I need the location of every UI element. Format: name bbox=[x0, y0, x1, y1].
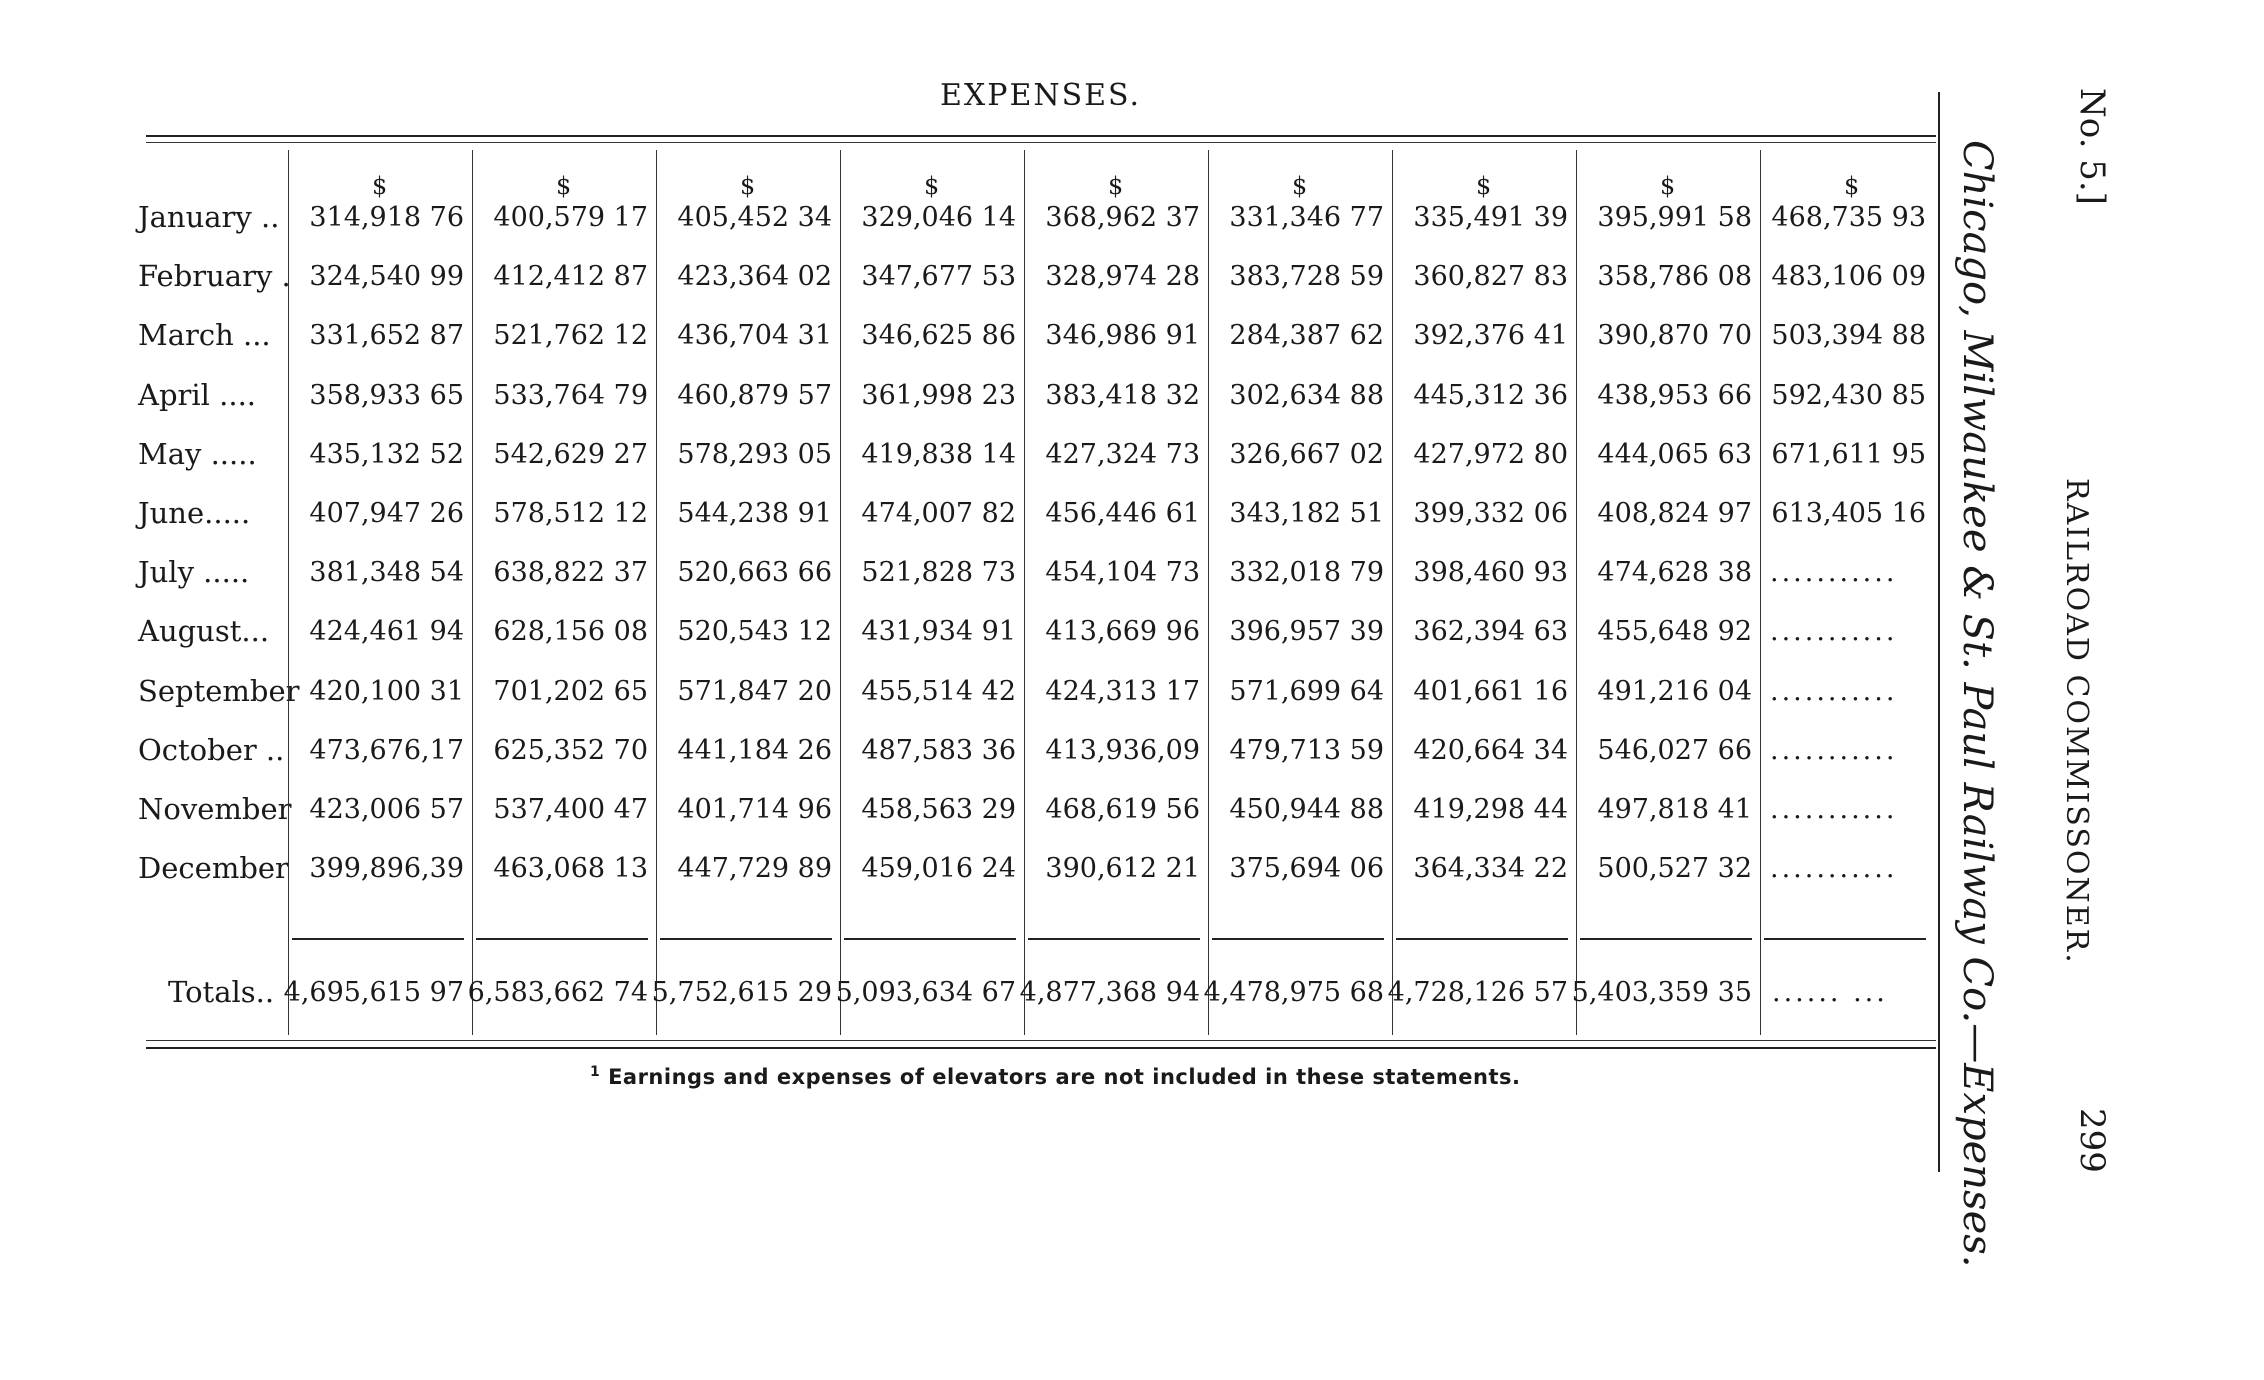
table-cell: 395,991 58 bbox=[1597, 202, 1752, 233]
column-total: 4,695,615 97 bbox=[283, 977, 464, 1008]
currency-symbol: $ bbox=[1292, 172, 1308, 200]
table-cell: 324,540 99 bbox=[309, 261, 464, 293]
table-cell: 326,667 02 bbox=[1229, 438, 1384, 470]
currency-symbol: $ bbox=[1108, 172, 1124, 200]
table-cell: 571,847 20 bbox=[677, 675, 832, 707]
table-cell: 399,332 06 bbox=[1413, 498, 1568, 529]
table-cell: 346,625 86 bbox=[861, 320, 1016, 352]
currency-symbol: $ bbox=[1844, 172, 1860, 200]
table-cell: 401,714 96 bbox=[677, 794, 832, 825]
table-cell: 424,461 94 bbox=[309, 616, 464, 648]
table-cell: 420,664 34 bbox=[1413, 734, 1568, 766]
column-divider bbox=[1392, 150, 1393, 1035]
table-cell: 427,972 80 bbox=[1413, 438, 1568, 470]
column-divider bbox=[1024, 150, 1025, 1035]
table-cell: 463,068 13 bbox=[493, 853, 648, 885]
table-cell: 399,896,39 bbox=[309, 853, 464, 885]
table-cell: 335,491 39 bbox=[1413, 202, 1568, 233]
table-cell: 444,065 63 bbox=[1597, 438, 1752, 470]
table-cell: 503,394 88 bbox=[1771, 320, 1926, 352]
totals-rule bbox=[1028, 938, 1200, 940]
month-label: July ..... bbox=[138, 555, 250, 590]
table-cell: 413,936,09 bbox=[1045, 734, 1200, 766]
table-cell: 423,364 02 bbox=[677, 261, 832, 293]
side-commissioner: RAILROAD COMMISSONER. bbox=[2059, 478, 2094, 965]
table-cell: 390,612 21 bbox=[1045, 853, 1200, 885]
table-cell: 460,879 57 bbox=[677, 379, 832, 411]
table-cell: 396,957 39 bbox=[1229, 616, 1384, 648]
table-cell: 436,704 31 bbox=[677, 320, 832, 352]
empty-cell-leader: ........... bbox=[1770, 557, 1898, 589]
column-divider bbox=[1576, 150, 1577, 1035]
bottom-rule-thick bbox=[146, 1047, 1936, 1049]
currency-symbol: $ bbox=[1476, 172, 1492, 200]
table-cell: 487,583 36 bbox=[861, 734, 1016, 766]
table-cell: 329,046 14 bbox=[861, 202, 1016, 233]
table-cell: 419,838 14 bbox=[861, 438, 1016, 470]
table-cell: 491,216 04 bbox=[1597, 675, 1752, 707]
totals-rule bbox=[1764, 938, 1926, 940]
column-total: 5,752,615 29 bbox=[651, 977, 832, 1008]
totals-rule bbox=[844, 938, 1016, 940]
table-cell: 431,934 91 bbox=[861, 616, 1016, 648]
table-cell: 346,986 91 bbox=[1045, 320, 1200, 352]
column-total: 6,583,662 74 bbox=[467, 977, 648, 1008]
table-cell: 701,202 65 bbox=[493, 675, 648, 707]
currency-symbol: $ bbox=[372, 172, 388, 200]
table-cell: 361,998 23 bbox=[861, 379, 1016, 411]
table-cell: 420,100 31 bbox=[309, 675, 464, 707]
table-cell: 413,669 96 bbox=[1045, 616, 1200, 648]
totals-rule bbox=[1212, 938, 1384, 940]
table-cell: 331,346 77 bbox=[1229, 202, 1384, 233]
side-title: Chicago, Milwaukee & St. Paul Railway Co.—Expenses. bbox=[1954, 140, 2000, 1268]
table-cell: 375,694 06 bbox=[1229, 853, 1384, 885]
footnote-text: Earnings and expenses of elevators are not included in these statements. bbox=[608, 1065, 1521, 1089]
month-label: June..... bbox=[138, 496, 251, 530]
table-cell: 450,944 88 bbox=[1229, 794, 1384, 825]
side-rule bbox=[1938, 92, 1940, 1172]
table-cell: 533,764 79 bbox=[493, 379, 648, 411]
table-cell: 419,298 44 bbox=[1413, 794, 1568, 825]
table-cell: 671,611 95 bbox=[1771, 438, 1926, 470]
totals-rule bbox=[1580, 938, 1752, 940]
footnote bbox=[590, 1064, 1520, 1089]
table-cell: 521,762 12 bbox=[493, 320, 648, 352]
top-rule-thin bbox=[146, 142, 1936, 143]
bottom-rule bbox=[146, 1040, 1936, 1041]
column-total: 5,403,359 35 bbox=[1571, 977, 1752, 1008]
top-rule bbox=[146, 135, 1936, 137]
column-total: 5,093,634 67 bbox=[835, 977, 1016, 1008]
table-cell: 427,324 73 bbox=[1045, 438, 1200, 470]
table-cell: 628,156 08 bbox=[493, 616, 648, 648]
table-cell: 546,027 66 bbox=[1597, 734, 1752, 766]
table-cell: 383,728 59 bbox=[1229, 261, 1384, 293]
table-cell: 358,933 65 bbox=[309, 379, 464, 411]
empty-cell-leader: ........... bbox=[1770, 853, 1898, 885]
table-cell: 314,918 76 bbox=[309, 202, 464, 233]
table-cell: 520,663 66 bbox=[677, 557, 832, 589]
table-cell: 468,735 93 bbox=[1771, 202, 1926, 233]
empty-cell-leader: ........... bbox=[1770, 616, 1898, 648]
table-cell: 438,953 66 bbox=[1597, 379, 1752, 411]
table-cell: 362,394 63 bbox=[1413, 616, 1568, 648]
table-cell: 520,543 12 bbox=[677, 616, 832, 648]
table-cell: 401,661 16 bbox=[1413, 675, 1568, 707]
table-cell: 459,016 24 bbox=[861, 853, 1016, 885]
column-divider bbox=[472, 150, 473, 1035]
table-cell: 458,563 29 bbox=[861, 794, 1016, 825]
table-cell: 423,006 57 bbox=[309, 794, 464, 825]
empty-cell-leader: ........... bbox=[1770, 734, 1898, 766]
empty-cell-leader: ........... bbox=[1770, 675, 1898, 707]
table-cell: 331,652 87 bbox=[309, 320, 464, 352]
table-cell: 347,677 53 bbox=[861, 261, 1016, 293]
table-cell: 571,699 64 bbox=[1229, 675, 1384, 707]
table-cell: 328,974 28 bbox=[1045, 261, 1200, 293]
table-cell: 381,348 54 bbox=[309, 557, 464, 589]
table-cell: 368,962 37 bbox=[1045, 202, 1200, 233]
currency-symbol: $ bbox=[556, 172, 572, 200]
month-label: May ..... bbox=[138, 436, 257, 471]
totals-rule bbox=[292, 938, 464, 940]
table-cell: 454,104 73 bbox=[1045, 557, 1200, 589]
month-label: March ... bbox=[138, 318, 271, 353]
table-cell: 537,400 47 bbox=[493, 794, 648, 825]
table-cell: 405,452 34 bbox=[677, 202, 832, 233]
month-label: September bbox=[138, 673, 300, 708]
column-total: 4,728,126 57 bbox=[1387, 977, 1568, 1008]
totals-rule bbox=[660, 938, 832, 940]
totals-label: Totals.. bbox=[168, 975, 275, 1009]
month-label: October .. bbox=[138, 732, 285, 767]
side-number: No. 5.] bbox=[2072, 88, 2112, 205]
column-divider bbox=[840, 150, 841, 1035]
table-cell: 474,007 82 bbox=[861, 498, 1016, 529]
table-cell: 521,828 73 bbox=[861, 557, 1016, 589]
table-cell: 358,786 08 bbox=[1597, 261, 1752, 293]
currency-symbol: $ bbox=[924, 172, 940, 200]
empty-cell-leader: ........... bbox=[1770, 794, 1898, 825]
table-cell: 479,713 59 bbox=[1229, 734, 1384, 766]
table-cell: 392,376 41 bbox=[1413, 320, 1568, 352]
totals-rule bbox=[1396, 938, 1568, 940]
table-cell: 360,827 83 bbox=[1413, 261, 1568, 293]
table-cell: 302,634 88 bbox=[1229, 379, 1384, 411]
month-label: December bbox=[138, 851, 289, 886]
table-cell: 390,870 70 bbox=[1597, 320, 1752, 352]
currency-symbol: $ bbox=[740, 172, 756, 200]
table-cell: 625,352 70 bbox=[493, 734, 648, 766]
table-cell: 544,238 91 bbox=[677, 498, 832, 529]
table-cell: 455,648 92 bbox=[1597, 616, 1752, 648]
table-cell: 412,412 87 bbox=[493, 261, 648, 293]
empty-total-leader: ...... ... bbox=[1772, 977, 1888, 1008]
table-cell: 445,312 36 bbox=[1413, 379, 1568, 411]
table-cell: 398,460 93 bbox=[1413, 557, 1568, 589]
table-cell: 474,628 38 bbox=[1597, 557, 1752, 589]
table-cell: 364,334 22 bbox=[1413, 853, 1568, 885]
table-cell: 592,430 85 bbox=[1771, 379, 1926, 411]
table-cell: 435,132 52 bbox=[309, 438, 464, 470]
column-total: 4,478,975 68 bbox=[1203, 977, 1384, 1008]
month-label: August... bbox=[138, 614, 270, 649]
month-label: February . bbox=[138, 259, 291, 294]
table-cell: 578,512 12 bbox=[493, 498, 648, 529]
table-cell: 343,182 51 bbox=[1229, 498, 1384, 529]
page-number: 299 bbox=[2072, 1108, 2112, 1173]
table-cell: 638,822 37 bbox=[493, 557, 648, 589]
month-label: January .. bbox=[138, 200, 280, 234]
table-cell: 468,619 56 bbox=[1045, 794, 1200, 825]
table-cell: 613,405 16 bbox=[1771, 498, 1926, 529]
table-cell: 407,947 26 bbox=[309, 498, 464, 529]
totals-rule bbox=[476, 938, 648, 940]
month-label: November bbox=[138, 792, 292, 826]
column-divider bbox=[656, 150, 657, 1035]
table-cell: 455,514 42 bbox=[861, 675, 1016, 707]
table-cell: 578,293 05 bbox=[677, 438, 832, 470]
table-cell: 497,818 41 bbox=[1597, 794, 1752, 825]
table-cell: 284,387 62 bbox=[1229, 320, 1384, 352]
footnote-mark: 1 bbox=[590, 1064, 601, 1080]
table-cell: 456,446 61 bbox=[1045, 498, 1200, 529]
table-cell: 500,527 32 bbox=[1597, 853, 1752, 885]
table-cell: 483,106 09 bbox=[1771, 261, 1926, 293]
column-divider bbox=[288, 150, 289, 1035]
column-divider bbox=[1208, 150, 1209, 1035]
table-cell: 400,579 17 bbox=[493, 202, 648, 233]
currency-symbol: $ bbox=[1660, 172, 1676, 200]
table-cell: 473,676,17 bbox=[309, 734, 464, 766]
table-cell: 332,018 79 bbox=[1229, 557, 1384, 589]
table-cell: 441,184 26 bbox=[677, 734, 832, 766]
page-heading: EXPENSES. bbox=[940, 78, 1142, 113]
table-cell: 408,824 97 bbox=[1597, 498, 1752, 529]
table-cell: 447,729 89 bbox=[677, 853, 832, 885]
table-cell: 542,629 27 bbox=[493, 438, 648, 470]
month-label: April .... bbox=[138, 377, 257, 412]
table-cell: 383,418 32 bbox=[1045, 379, 1200, 411]
column-divider bbox=[1760, 150, 1761, 1035]
table-cell: 424,313 17 bbox=[1045, 675, 1200, 707]
column-total: 4,877,368 94 bbox=[1019, 977, 1200, 1008]
